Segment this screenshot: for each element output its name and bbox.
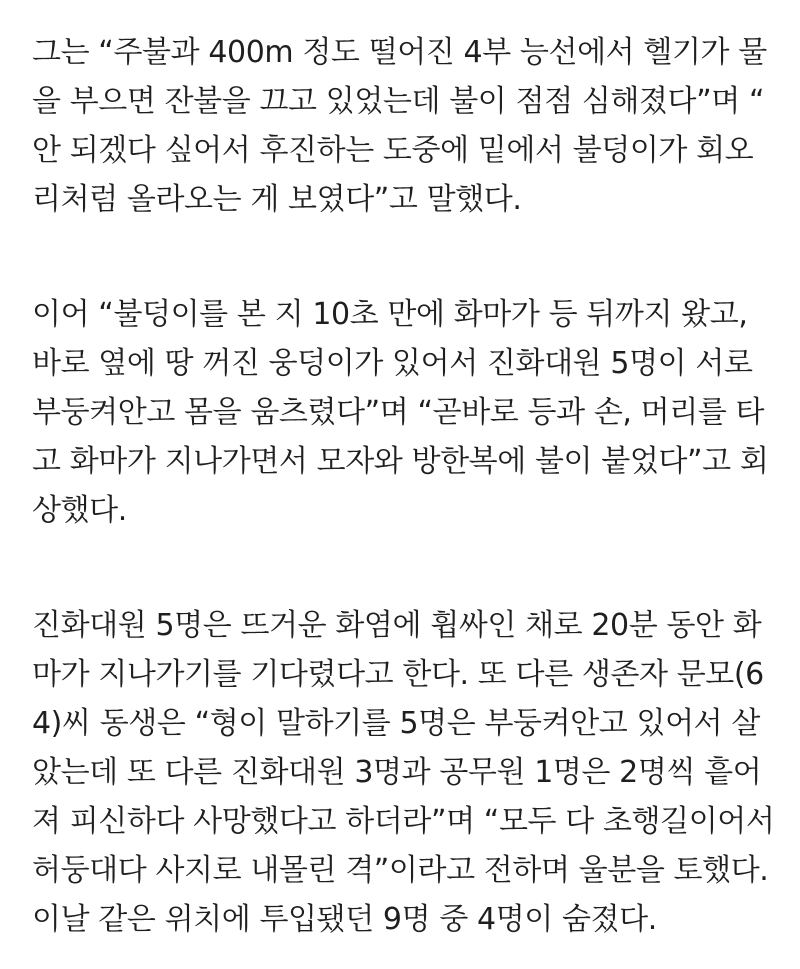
paragraph-line: 고 화마가 지나가면서 모자와 방한복에 불이 붙었다”고 회 — [32, 444, 769, 479]
paragraph-line: 진화대원 5명은 뜨거운 화염에 휩싸인 채로 20분 동안 화 — [32, 608, 762, 643]
paragraph-1 — [32, 28, 782, 224]
paragraph-line: 리처럼 올라오는 게 보였다”고 말했다. — [32, 182, 522, 217]
paragraph-line: 져 피신하다 사망했다고 하더라”며 “모두 다 초행길이어서 — [32, 804, 775, 839]
paragraph-line: 허둥대다 사지로 내몰린 격”이라고 전하며 울분을 토했다. — [32, 853, 769, 888]
paragraph-line: 그는 “주불과 400m 정도 떨어진 4부 능선에서 헬기가 물 — [32, 35, 767, 70]
paragraph-line: 이날 같은 위치에 투입됐던 9명 중 4명이 숨졌다. — [32, 902, 657, 937]
paragraph-3 — [32, 601, 782, 944]
paragraph-line: 았는데 또 다른 진화대원 3명과 공무원 1명은 2명씩 흩어 — [32, 755, 762, 790]
paragraph-line: 이어 “불덩이를 본 지 10초 만에 화마가 등 뒤까지 왔고, — [32, 297, 748, 332]
paragraph-line: 상했다. — [32, 493, 127, 528]
paragraph-line: 4)씨 동생은 “형이 말하기를 5명은 부둥켜안고 있어서 살 — [32, 706, 760, 741]
paragraph-line: 마가 지나가기를 기다렸다고 한다. 또 다른 생존자 문모(6 — [32, 657, 764, 692]
paragraph-line: 부둥켜안고 몸을 움츠렸다”며 “곧바로 등과 손, 머리를 타 — [32, 395, 765, 430]
paragraph-line: 안 되겠다 싶어서 후진하는 도중에 밑에서 불덩이가 회오 — [32, 133, 754, 168]
article-body — [32, 28, 782, 944]
paragraph-2 — [32, 290, 782, 535]
paragraph-line: 바로 옆에 땅 꺼진 웅덩이가 있어서 진화대원 5명이 서로 — [32, 346, 753, 381]
paragraph-line: 을 부으면 잔불을 끄고 있었는데 불이 점점 심해졌다”며 “ — [32, 84, 765, 119]
